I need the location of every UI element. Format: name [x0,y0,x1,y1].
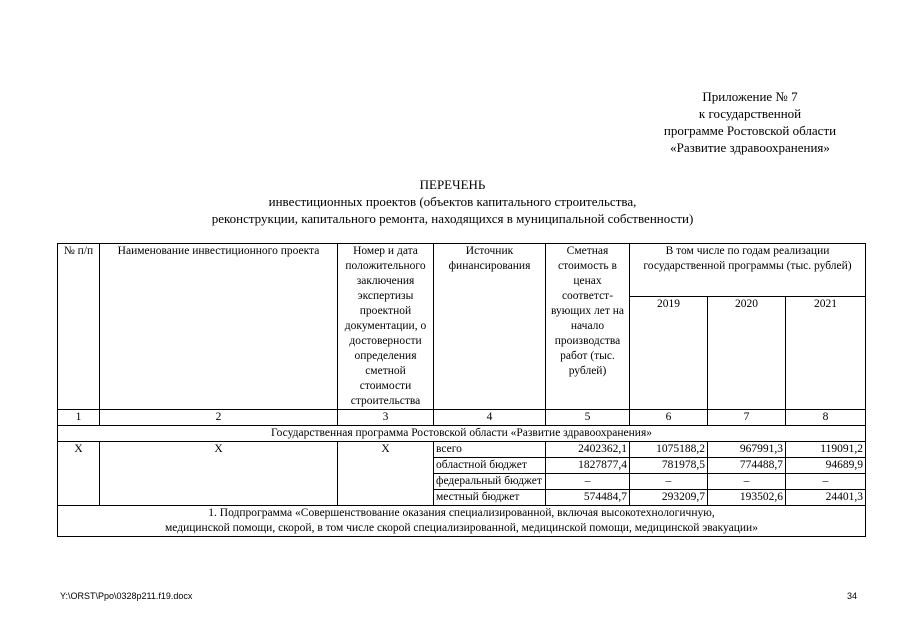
subprogram-line-1: 1. Подпрограмма «Совершенствование оказания специализированной, включая высокотехнологичную, [208,507,715,519]
document-title [0,176,905,227]
subprogram-line-2: медицинской помощи, скорой, в том числе скорой специализированной, медицинской помощи, медицинской эвакуации» [165,522,758,534]
appendix-line-2: к государственной [698,106,802,121]
estimate-value: 2402362,1 [546,442,630,458]
column-number: 7 [708,410,786,426]
year-2019-value: 293209,7 [630,490,708,506]
funding-source: областной бюджет [434,458,546,474]
header-row-1 [58,244,866,297]
header-name: Наименование инвестиционного проекта [100,244,338,410]
year-2021-value: 119091,2 [786,442,866,458]
investment-projects-table [57,243,866,537]
title-line-3: реконструкции, капитального ремонта, находящихся в муниципальной собственности) [211,211,694,226]
estimate-value: 1827877,4 [546,458,630,474]
table-row [58,442,866,458]
x-mark: Х [100,442,338,506]
column-number: 2 [100,410,338,426]
x-mark: Х [58,442,100,506]
column-number: 1 [58,410,100,426]
column-number: 8 [786,410,866,426]
header-source: Источник финансирования [434,244,546,410]
header-year-2021: 2021 [786,297,866,410]
appendix-line-3: программе Ростовской области [663,123,837,138]
year-2020-value: 193502,6 [708,490,786,506]
year-2019-value: 1075188,2 [630,442,708,458]
appendix-caption [600,88,900,156]
header-year-2019: 2019 [630,297,708,410]
header-no: № п/п [58,244,100,410]
column-number: 4 [434,410,546,426]
column-number-row [58,410,866,426]
funding-source: всего [434,442,546,458]
header-year-2020: 2020 [708,297,786,410]
column-number: 6 [630,410,708,426]
year-2020-value: – [708,474,786,490]
funding-source: местный бюджет [434,490,546,506]
year-2021-value: 94689,9 [786,458,866,474]
x-mark: Х [338,442,434,506]
year-2021-value: 24401,3 [786,490,866,506]
year-2020-value: 967991,3 [708,442,786,458]
estimate-value: 574484,7 [546,490,630,506]
program-row [58,426,866,442]
appendix-line-4: «Развитие здравоохранения» [670,140,830,155]
footer-file-path: Y:\ORST\Ppo\0328p211.f19.docx [60,591,193,601]
title-line-2: инвестиционных проектов (объектов капитального строительства, [268,194,637,209]
header-number-date: Номер и дата положительного заключения экспертизы проектной документации, о достоверности определения сметной стоимости строительства [338,244,434,410]
estimate-value: – [546,474,630,490]
header-estimate: Сметная стоимость в ценах соответст-вующих лет на начало производства работ (тыс. рублей) [546,244,630,410]
subprogram-title [58,506,866,537]
funding-source: федеральный бюджет [434,474,546,490]
header-years-group: В том числе по годам реализации государственной программы (тыс. рублей) [630,244,866,297]
title-heading: ПЕРЕЧЕНЬ [419,177,486,192]
appendix-line-1: Приложение № 7 [702,89,798,104]
page-number: 34 [847,591,858,601]
year-2020-value: 774488,7 [708,458,786,474]
year-2019-value: – [630,474,708,490]
year-2019-value: 781978,5 [630,458,708,474]
column-number: 3 [338,410,434,426]
year-2021-value: – [786,474,866,490]
subprogram-row [58,506,866,537]
column-number: 5 [546,410,630,426]
program-title: Государственная программа Ростовской области «Развитие здравоохранения» [58,426,866,442]
